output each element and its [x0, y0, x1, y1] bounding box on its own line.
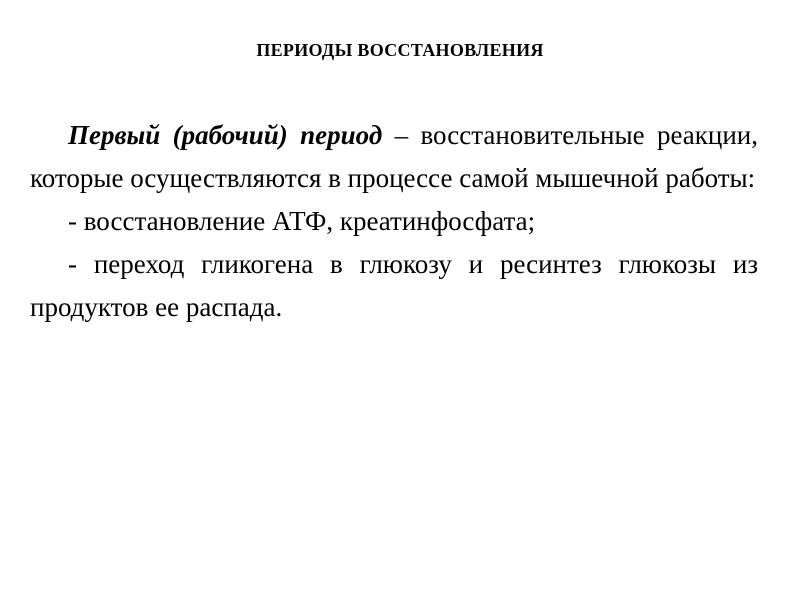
slide-title: ПЕРИОДЫ ВОССТАНОВЛЕНИЯ — [256, 40, 544, 60]
intro-paragraph — [30, 114, 758, 200]
slide-body — [30, 114, 758, 329]
period-term: Первый (рабочий) период — [68, 120, 383, 150]
list-item: - переход гликогена в глюкозу и ресинтез глюкозы из продуктов ее распада. — [30, 249, 758, 322]
period-definition: – восстановительные реакции, которые осуществляются в процессе самой мышечной работы: — [30, 120, 758, 193]
list-item: - восстановление АТФ, креатинфосфата; — [68, 206, 536, 236]
